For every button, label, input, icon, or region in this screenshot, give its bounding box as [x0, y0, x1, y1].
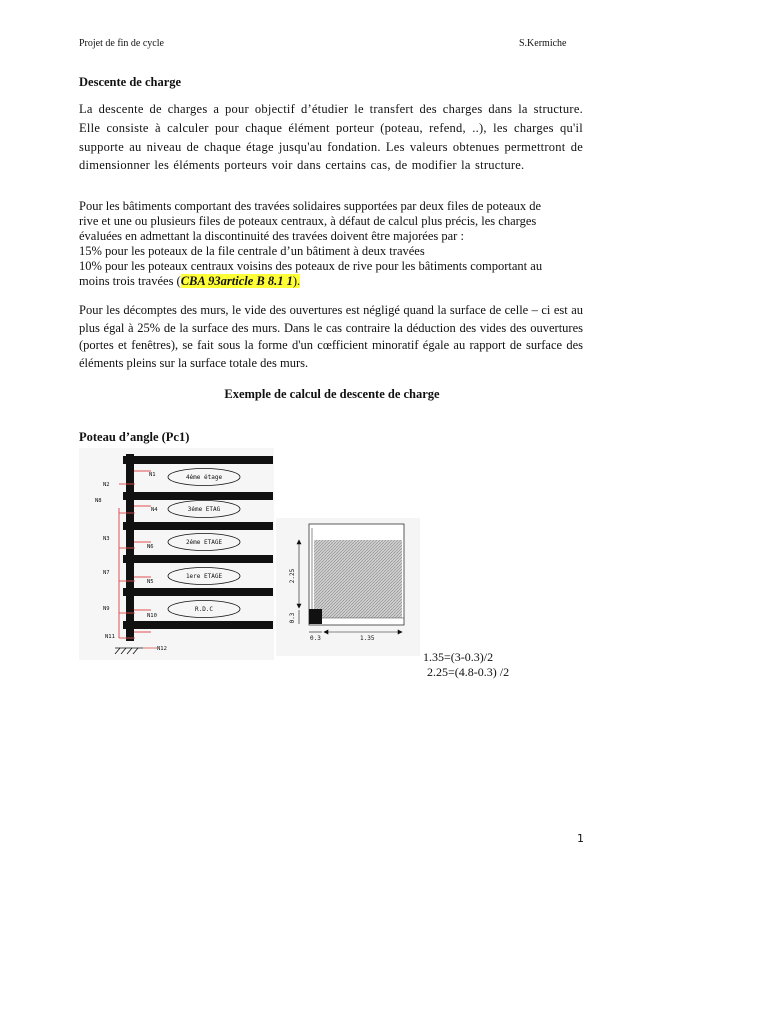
- section-title: Descente de charge: [79, 75, 182, 89]
- level-label: R.D.C: [194, 606, 214, 613]
- floor-slab: [123, 522, 273, 530]
- level-label: 2éme ETAGE: [185, 539, 223, 546]
- rule-line: évaluées en admettant la discontinuité des travées doivent être majorées par :: [79, 229, 464, 243]
- rule-line: Pour les bâtiments comportant des travées solidaires supportées par deux files de poteaux de: [79, 199, 542, 213]
- node-label: N2: [103, 482, 110, 488]
- node-label: N10: [147, 613, 157, 619]
- header-right: S.Kermiche: [519, 38, 567, 49]
- floor-slab: [123, 621, 273, 629]
- rule-last-prefix: moins trois travées (: [79, 274, 181, 288]
- equation-1: 1.35=(3-0.3)/2: [423, 650, 494, 664]
- node-label: N12: [157, 646, 167, 652]
- level-label: 1ere ETAGE: [185, 573, 223, 580]
- floor-slab: [123, 456, 273, 464]
- floor-slab: [123, 588, 273, 596]
- floor-slab: [123, 492, 273, 500]
- level-label: 4éme étage: [185, 474, 223, 481]
- node-label: N9: [103, 606, 110, 612]
- node-label: N5: [147, 579, 154, 585]
- node-label: N7: [103, 570, 110, 576]
- node-label: N4: [151, 507, 158, 513]
- cba-reference: [181, 274, 300, 288]
- example-title: Exemple de calcul de descente de charge: [224, 387, 440, 401]
- node-label: N1: [149, 472, 156, 478]
- dim-label-03h: 0.3: [310, 635, 321, 642]
- cba-reference-text: CBA 93article B 8.1 1: [180, 274, 293, 288]
- column-section: [309, 609, 322, 624]
- node-label: N11: [105, 634, 115, 640]
- level-label: 3éme ETAG: [187, 506, 221, 513]
- rule-line: 10% pour les poteaux centraux voisins des poteaux de rive pour les bâtiments comportant au: [79, 259, 543, 273]
- rule-line-last: [79, 274, 300, 290]
- dim-label-225: 2.25: [289, 568, 296, 584]
- rule-line: 15% pour les poteaux de la file centrale d’un bâtiment à deux travées: [79, 244, 425, 258]
- rule-line: rive et une ou plusieurs files de poteaux centraux, à défaut de calcul plus précis, les charges: [79, 214, 537, 228]
- rule-last-suffix: ).: [292, 274, 301, 288]
- example-subtitle: Poteau d’angle (Pc1): [79, 430, 190, 444]
- header-left: Projet de fin de cycle: [79, 38, 164, 49]
- dim-label-03v: 0.3: [289, 612, 296, 624]
- plan-diagram: [276, 518, 420, 656]
- elevation-diagram: [79, 448, 274, 660]
- dim-label-135: 1.35: [360, 635, 375, 642]
- node-label: N6: [147, 544, 154, 550]
- walls-paragraph: Pour les décomptes des murs, le vide des ouvertures est négligé quand la surface de celle – ci est au plus égal à 25% de la surface des murs. Dans le cas contraire la déduction des vides des ouvertures (portes et fenêtres), se fait sous la forme d'un cœfficient minoratif égale au rapport de surface des éléments pleins sur la surface totale des murs.: [79, 303, 583, 370]
- intro-paragraph: La descente de charges a pour objectif d’étudier le transfert des charges dans la structure. Elle consiste à calculer pour chaque élément porteur (poteau, refend, ..), les charges qu'il supporte au niveau de chaque étage jusqu'au fondation. Les valeurs obtenues permettront de dimensionner les éléments porteurs voir dans certains cas, de modifier la structure.: [79, 102, 583, 173]
- page-number: 1: [577, 832, 584, 845]
- floor-slab: [123, 555, 273, 563]
- tributary-area: [314, 540, 402, 618]
- node-label: N8: [95, 498, 102, 504]
- equation-2: 2.25=(4.8-0.3) /2: [427, 665, 510, 679]
- node-label: N3: [103, 536, 110, 542]
